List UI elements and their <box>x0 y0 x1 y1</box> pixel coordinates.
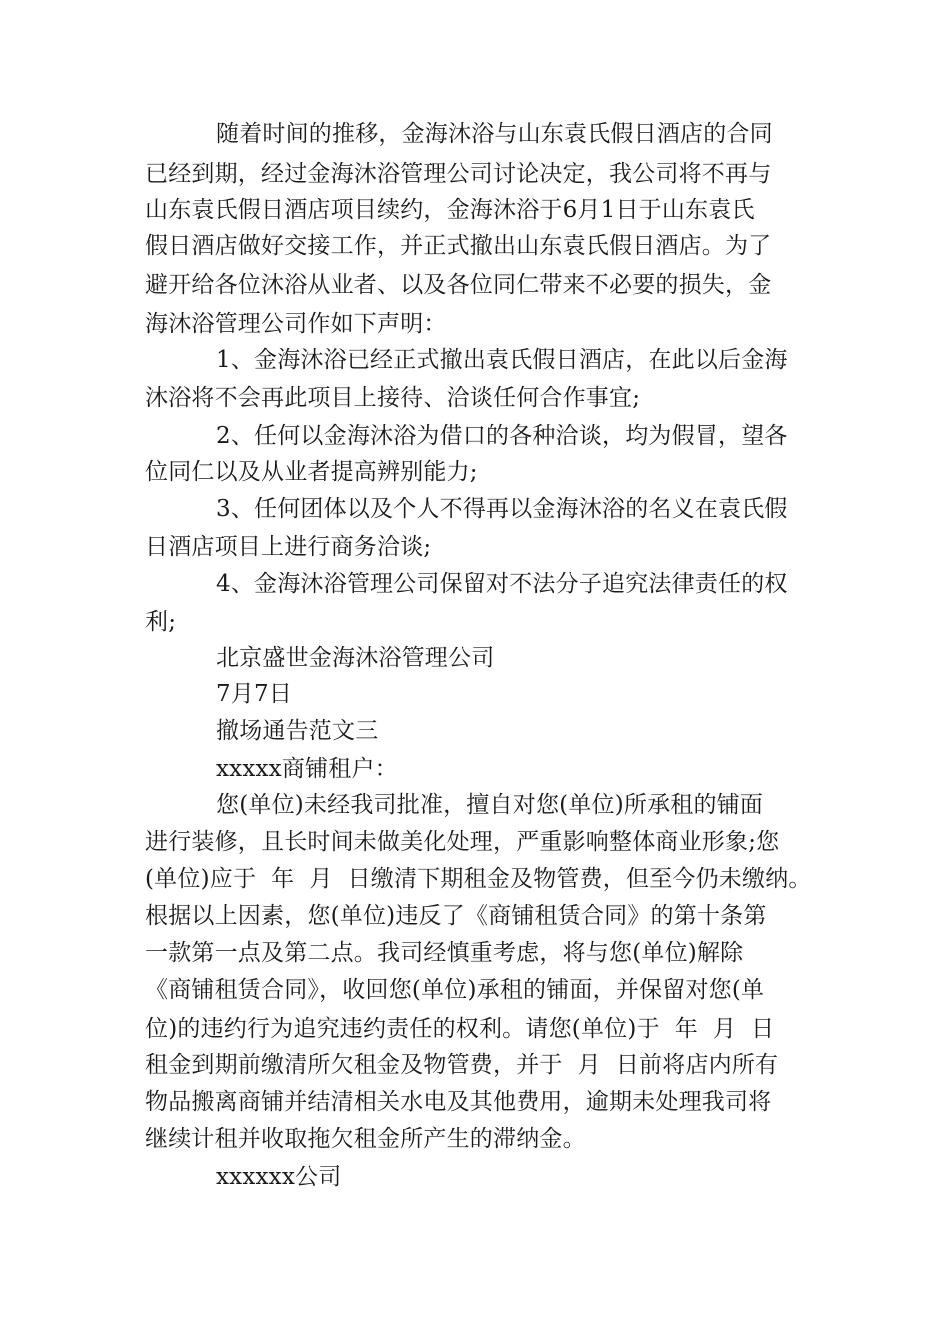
text-line: 1、金海沐浴已经正式撤出袁氏假日酒店，在此以后金海 <box>216 347 788 373</box>
text-line: 进行装修，且长时间未做美化处理，严重影响整体商业形象;您 <box>145 829 780 855</box>
text-line: 已经到期，经过金海沐浴管理公司讨论决定，我公司将不再与 <box>145 161 772 187</box>
text-line: 2、任何以金海沐浴为借口的各种洽谈，均为假冒，望各 <box>216 423 788 449</box>
text-line: 位)的违约行为追究违约责任的权利。请您(单位)于 年 月 日 <box>145 1016 775 1042</box>
salutation: xxxxx商铺租户： <box>216 756 398 782</box>
text-line: (单位)应于 年 月 日缴清下期租金及物管费，但至今仍未缴纳。 <box>145 866 812 892</box>
company-name: 北京盛世金海沐浴管理公司 <box>216 645 495 671</box>
text-line: 沐浴将不会再此项目上接待、洽谈任何合作事宜; <box>145 385 641 411</box>
text-line: 4、金海沐浴管理公司保留对不法分子追究法律责任的权 <box>216 571 788 597</box>
date-line: 7月7日 <box>216 681 293 707</box>
text-line: 假日酒店做好交接工作，并正式撤出山东袁氏假日酒店。为了 <box>145 233 772 259</box>
text-line: 一款第一点及第二点。我司经慎重考虑，将与您(单位)解除 <box>145 940 744 966</box>
text-line: 随着时间的推移，金海沐浴与山东袁氏假日酒店的合同 <box>216 121 773 147</box>
text-line: 海沐浴管理公司作如下声明： <box>145 311 447 337</box>
text-line: 租金到期前缴清所欠租金及物管费，并于 月 日前将店内所有 <box>145 1052 779 1078</box>
text-line: 3、任何团体以及个人不得再以金海沐浴的名义在袁氏假 <box>216 496 788 522</box>
text-line: 根据以上因素，您(单位)违反了《商铺租赁合同》的第十条第 <box>145 903 767 929</box>
text-line: 您(单位)未经我司批准，擅自对您(单位)所承租的铺面 <box>216 792 764 818</box>
text-line: 《商铺租赁合同》，收回您(单位)承租的铺面，并保留对您(单 <box>145 977 765 1003</box>
text-line: 物品搬离商铺并结清相关水电及其他费用，逾期未处理我司将 <box>145 1089 772 1115</box>
text-line: 避开给各位沐浴从业者、以及各位同仁带来不必要的损失，金 <box>145 272 772 298</box>
text-line: 利; <box>145 609 177 635</box>
section-title: 撤场通告范文三 <box>216 718 379 744</box>
text-line: 位同仁以及从业者提高辨别能力; <box>145 459 478 485</box>
signature-company: xxxxxx公司 <box>216 1164 342 1190</box>
text-line: 山东袁氏假日酒店项目续约，金海沐浴于6月1日于山东袁氏 <box>145 197 755 223</box>
text-line: 继续计租并收取拖欠租金所产生的滞纳金。 <box>145 1126 586 1152</box>
text-line: 日酒店项目上进行商务洽谈; <box>145 534 432 560</box>
